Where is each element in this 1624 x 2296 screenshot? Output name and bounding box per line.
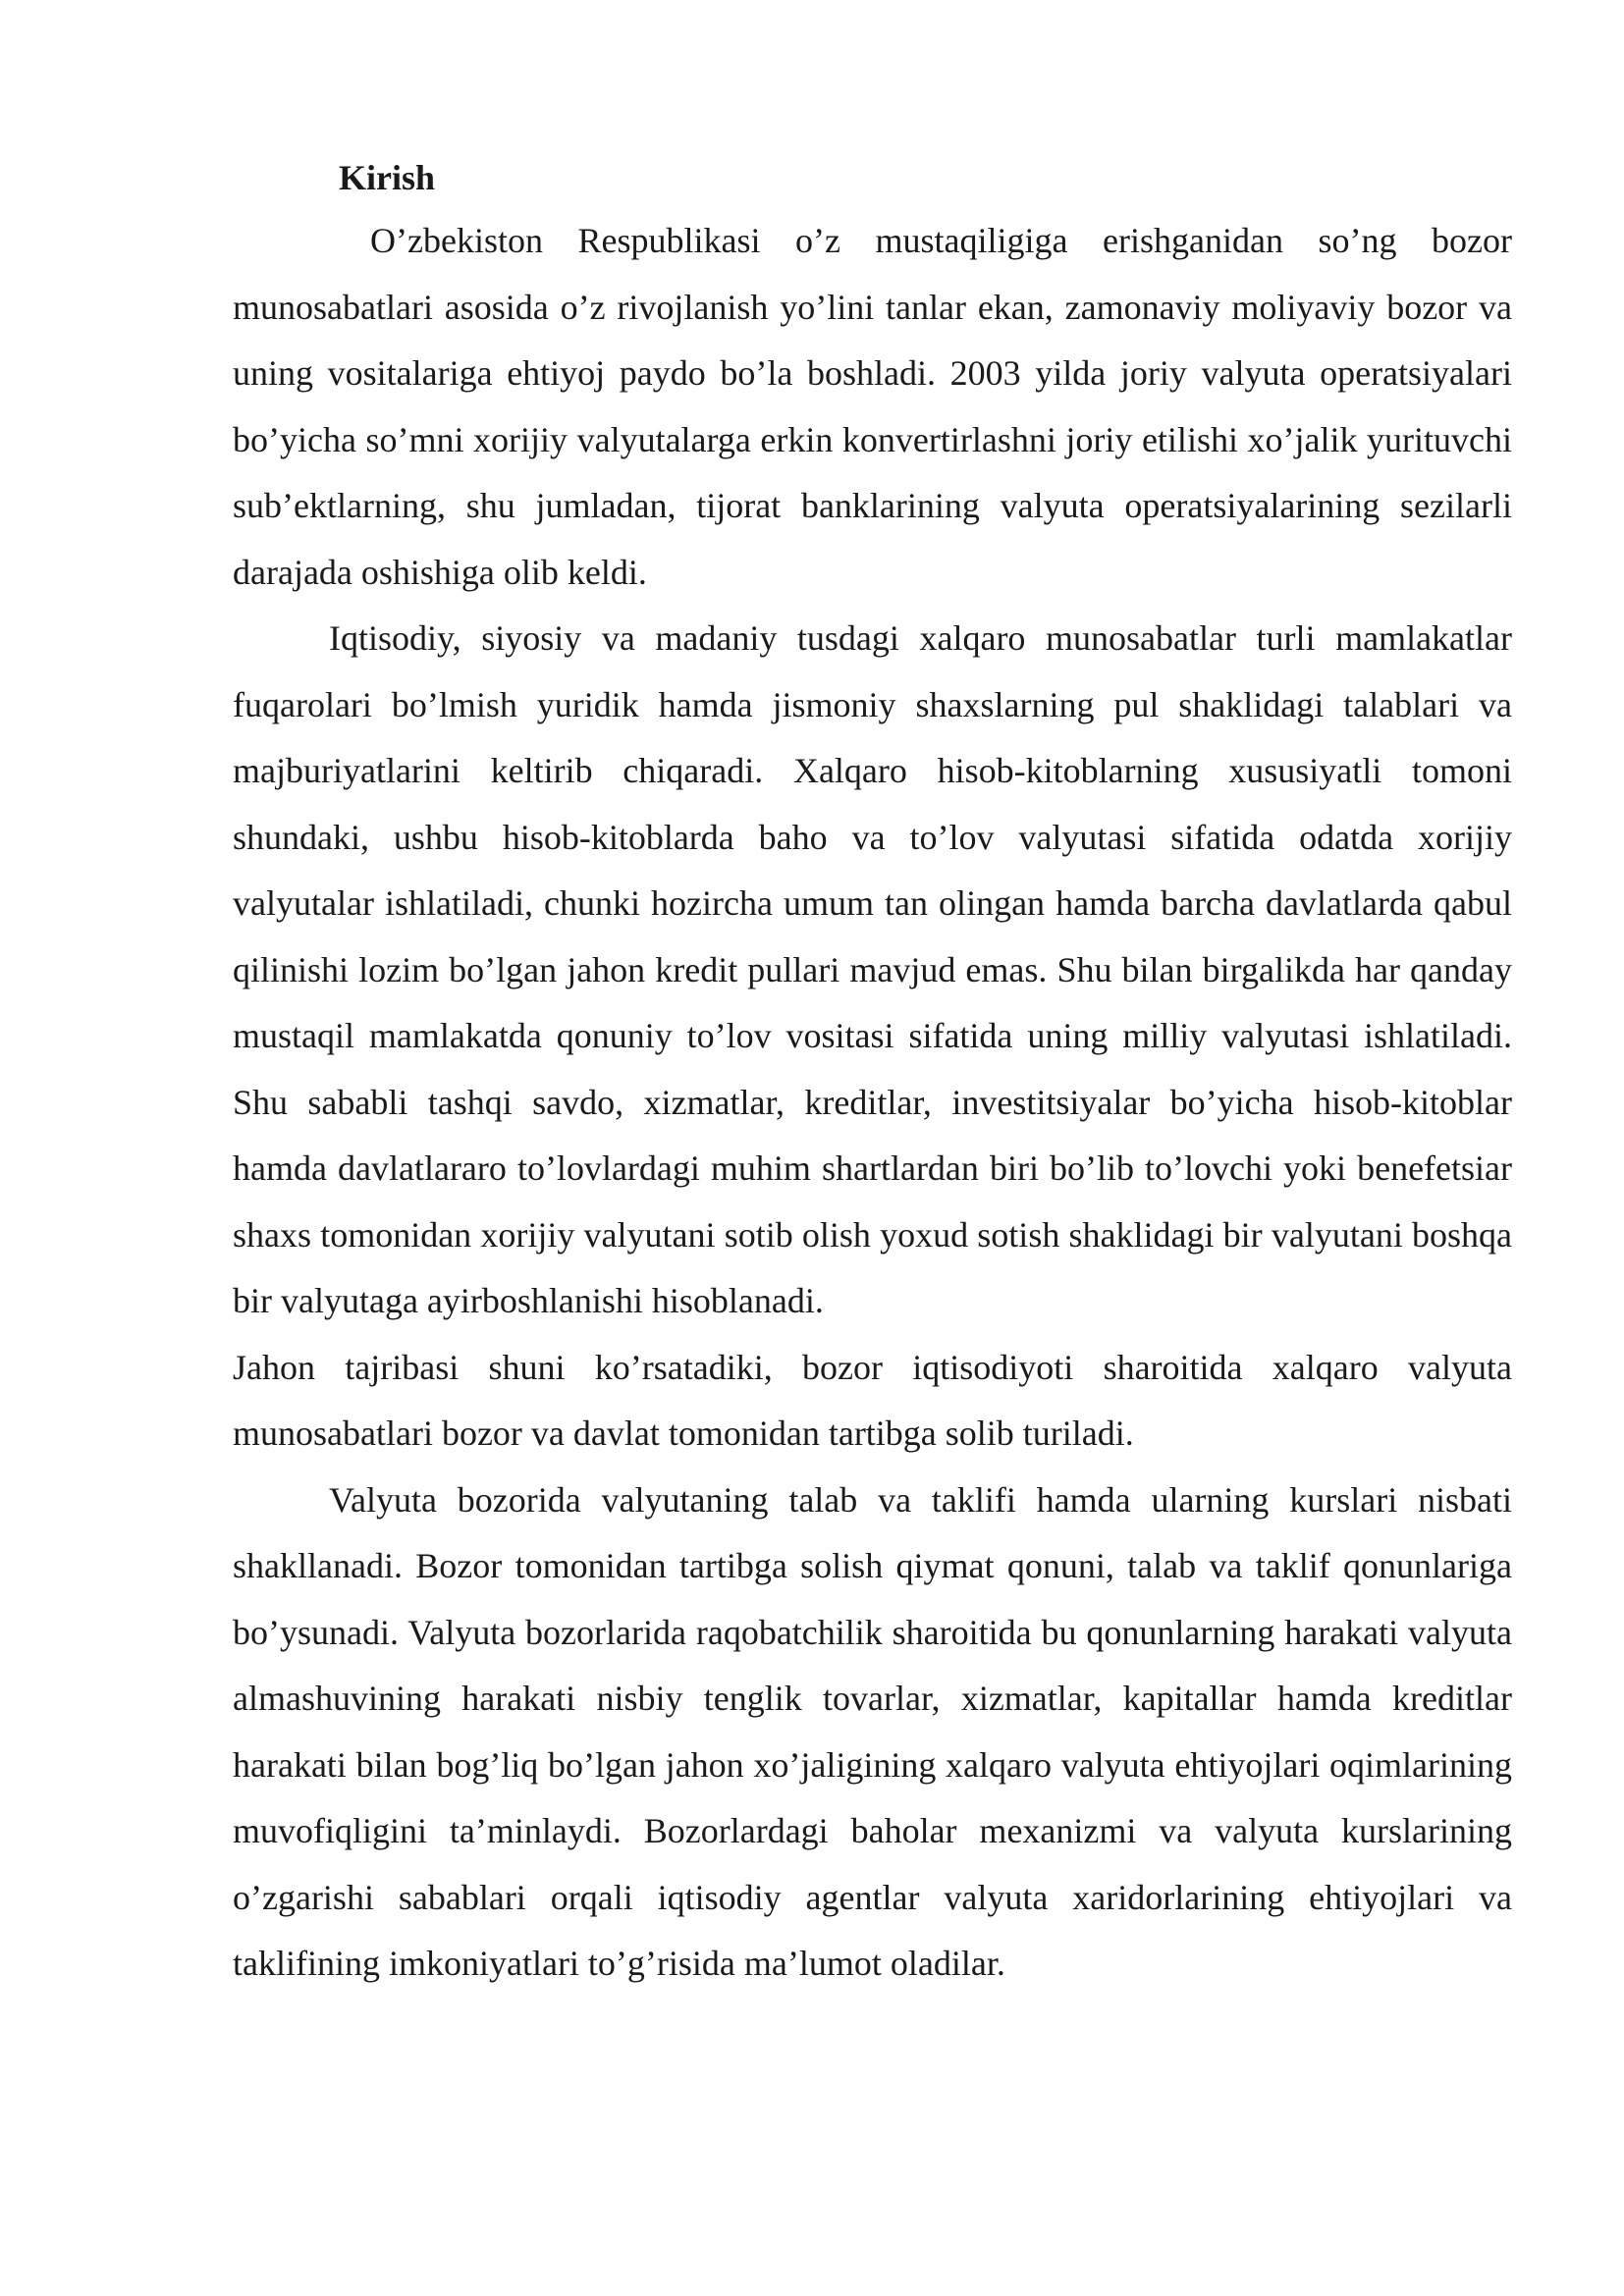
document-body [233, 147, 1512, 1998]
paragraph-2: Iqtisodiy, siyosiy va madaniy tusdagi xalqaro munosabatlar turli mamlakatlar fuqarolari bo’lmish yuridik hamda jismoniy shaxslarning pul shaklidagi talablari va majburiyatlarini keltirib chiqaradi. Xalqaro hisob-kitoblarning xususiyatli tomoni shundaki, ushbu hisob-kitoblarda baho va to’lov valyutasi sifatida odatda xorijiy valyutalar ishlatiladi, chunki hozircha umum tan olingan hamda barcha davlatlarda qabul qilinishi lozim bo’lgan jahon kredit pullari mavjud emas. Shu bilan birgalikda har qanday mustaqil mamlakatda qonuniy to’lov vositasi sifatida uning milliy valyutasi ishlatiladi. Shu sababli tashqi savdo, xizmatlar, kreditlar, investitsiyalar bo’yicha hisob-kitoblar hamda davlatlararo to’lovlardagi muhim shartlardan biri bo’lib to’lovchi yoki benefetsiar shaxs tomonidan xorijiy valyutani sotib olish yoxud sotish shaklidagi bir valyutani boshqa bir valyutaga ayirboshlanishi hisoblanadi. [233, 618, 1512, 1320]
paragraph-4: Valyuta bozorida valyutaning talab va taklifi hamda ularning kurslari nisbati shakllanadi. Bozor tomonidan tartibga solish qiymat qonuni, talab va taklif qonunlariga bo’ysunadi. Valyuta bozorlarida raqobatchilik sharoitida bu qonunlarning harakati valyuta almashuvining harakati nisbiy tenglik tovarlar, xizmatlar, kapitallar hamda kreditlar harakati bilan bog’liq bo’lgan jahon xo’jaligining xalqaro valyuta ehtiyojlari oqimlarining muvofiqligini ta’minlaydi. Bozorlardagi baholar mexanizmi va valyuta kurslarining o’zgarishi sabablari orqali iqtisodiy agentlar valyuta xaridorlarining ehtiyojlari va taklifining imkoniyatlari to’g’risida ma’lumot oladilar. [233, 1479, 1512, 1983]
paragraph-1: O’zbekiston Respublikasi o’z mustaqiligiga erishganidan so’ng bozor munosabatlari asosida o’z rivojlanish yo’lini tanlar ekan, zamonaviy moliyaviy bozor va uning vositalariga ehtiyoj paydo bo’la boshladi. 2003 yilda joriy valyuta operatsiyalari bo’yicha so’mni xorijiy valyutalarga erkin konvertirlashni joriy etilishi xo’jalik yurituvchi sub’ektlarning, shu jumladan, tijorat banklarining valyuta operatsiyalarining sezilarli darajada oshishiga olib keldi. [233, 221, 1512, 592]
paragraph-3: Jahon tajribasi shuni ko’rsatadiki, bozor iqtisodiyoti sharoitida xalqaro valyuta munosabatlari bozor va davlat tomonidan tartibga solib turiladi. [233, 1347, 1512, 1453]
section-heading: Kirish [339, 158, 436, 197]
